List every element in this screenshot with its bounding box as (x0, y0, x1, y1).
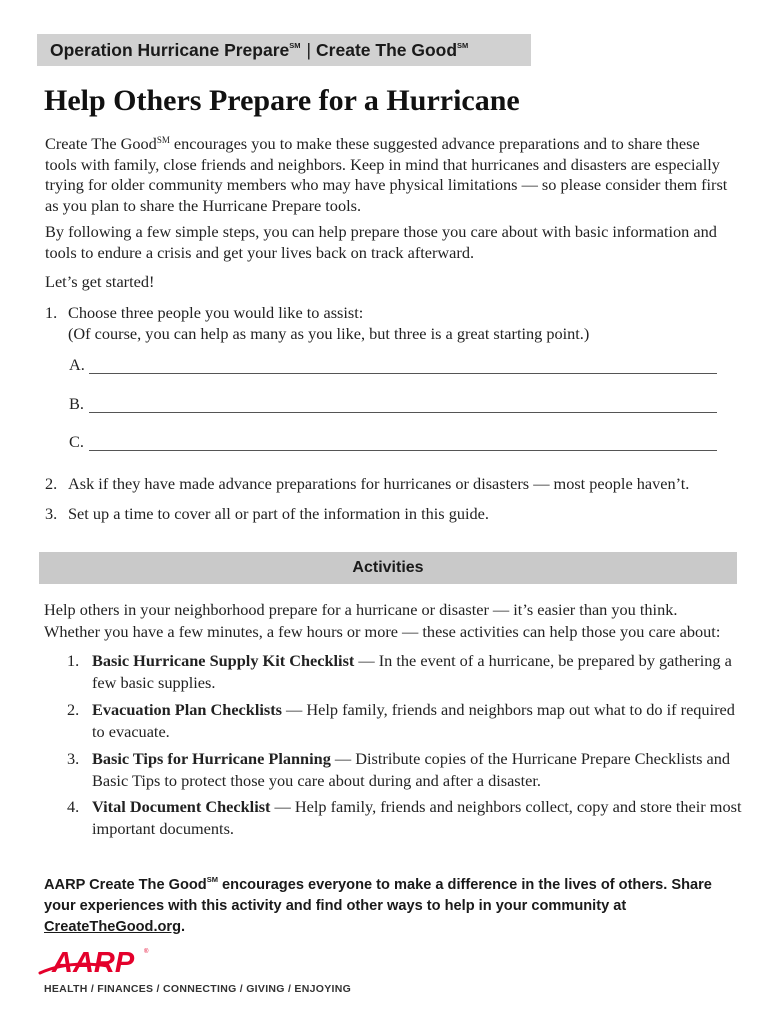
fill-in-line[interactable] (89, 373, 717, 374)
activity-2: 2. Evacuation Plan Checklists — Help family, friends and neighbors map out what to do if required to evacuate. (67, 700, 735, 741)
step-1-note: (Of course, you can help as many as you like, but three is a great starting point.) (68, 324, 590, 343)
aarp-tagline: HEALTH / FINANCES / CONNECTING / GIVING / ENJOYING (44, 983, 352, 995)
header-title (50, 40, 468, 61)
activity-4: 4. Vital Document Checklist — Help family, friends and neighbors collect, copy and store their most important documents. (67, 797, 742, 838)
service-mark: SM (457, 41, 469, 50)
intro-paragraph-1: Create The Good℠ encourages you to make these suggested advance preparations and to share these tools with family, close friends and neighbors. Keep in mind that hurricanes and disasters are especially trying for older community members who may have physical limitations — so please consider them first as you plan to share the Hurricane Prepare tools. (45, 134, 728, 215)
intro-paragraph-3: Let’s get started! (45, 272, 155, 291)
program-name: Operation Hurricane Prepare (50, 40, 290, 60)
activity-title: Basic Tips for Hurricane Planning (92, 749, 331, 768)
blank-label: C. (69, 432, 84, 451)
activity-title: Vital Document Checklist (92, 797, 271, 816)
activities-intro-1: Help others in your neighborhood prepare for a hurricane or disaster — it’s easier than you think. (44, 600, 678, 619)
activity-3: 3. Basic Tips for Hurricane Planning — Distribute copies of the Hurricane Prepare Checklists and Basic Tips to protect those you care about during and after a disaster. (67, 749, 731, 790)
header-bar (37, 34, 531, 66)
step-2: 2. Ask if they have made advance preparations for hurricanes or disasters — most people haven’t. (45, 474, 690, 493)
blank-label: A. (69, 355, 85, 374)
page-title: Help Others Prepare for a Hurricane (44, 84, 520, 117)
activities-heading: Activities (352, 559, 424, 576)
closing-statement: AARP Create The Good℠ encourages everyone to make a difference in the lives of others. Share your experiences with this activity and find other ways to help in your community at CreateTheGood.org. (44, 875, 712, 935)
activities-intro-2: Whether you have a few minutes, a few hours or more — these activities can help those you care about: (44, 622, 721, 641)
activity-title: Evacuation Plan Checklists (92, 700, 282, 719)
fill-in-line[interactable] (89, 450, 717, 451)
svg-text:®: ® (144, 949, 149, 955)
svg-text:AARP: AARP (52, 947, 135, 978)
fill-in-line[interactable] (89, 412, 717, 413)
activity-1: 1. Basic Hurricane Supply Kit Checklist — In the event of a hurricane, be prepared by gathering a few basic supplies. (67, 651, 732, 692)
aarp-logo (38, 944, 153, 978)
activity-title: Basic Hurricane Supply Kit Checklist (92, 651, 355, 670)
person-b-field[interactable] (69, 394, 717, 418)
step-3: 3. Set up a time to cover all or part of the information in this guide. (45, 504, 489, 523)
brand-name: Create The Good (316, 40, 458, 60)
person-a-field[interactable] (69, 355, 717, 379)
createthegood-link[interactable]: CreateTheGood.org (44, 919, 182, 935)
activities-heading-bar (39, 552, 737, 584)
intro-paragraph-2: By following a few simple steps, you can help prepare those you care about with basic information and tools to endure a crisis and get your lives back on track afterward. (45, 222, 717, 262)
step-1: 1. Choose three people you would like to assist: (45, 303, 364, 322)
header-separator: | (306, 40, 312, 60)
service-mark: SM (289, 41, 301, 50)
blank-label: B. (69, 394, 84, 413)
person-c-field[interactable] (69, 432, 717, 456)
